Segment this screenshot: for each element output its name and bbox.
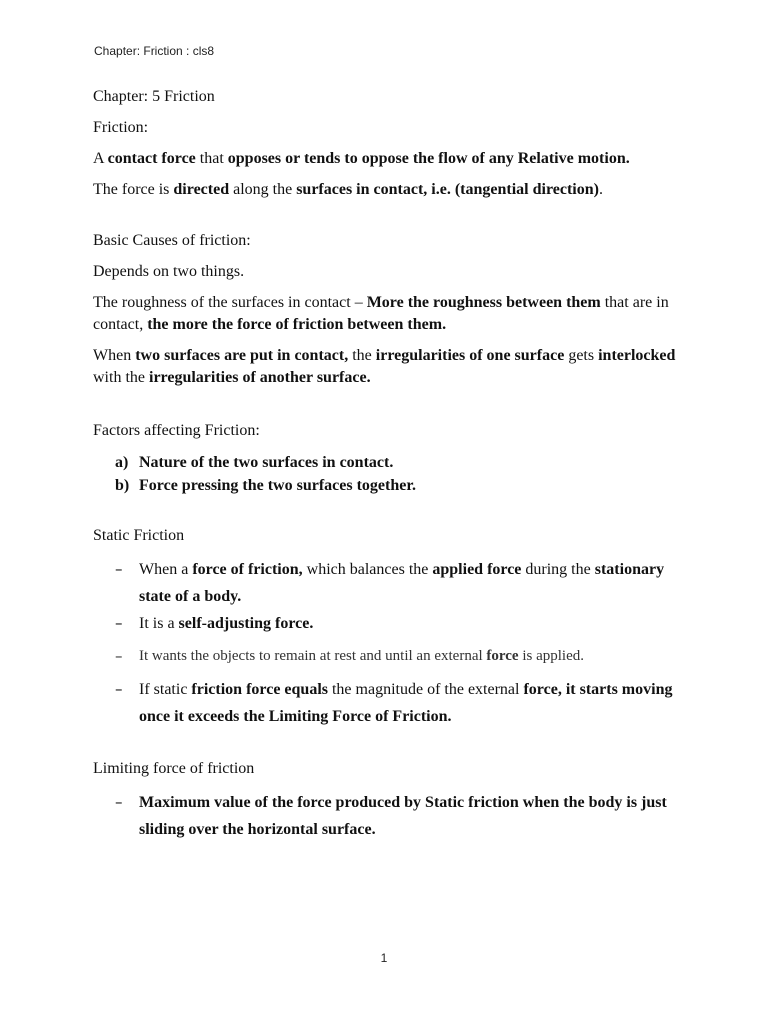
running-header: Chapter: Friction : cls8 (94, 44, 215, 58)
causes-intro: Depends on two things. (93, 263, 245, 280)
limiting-friction-list (93, 789, 683, 843)
causes-roughness: The roughness of the surfaces in contact – More the roughness between them that are in contact, the more the force of friction between them. (93, 294, 669, 333)
friction-direction: The force is directed along the surfaces in contact, i.e. (tangential direction). (93, 181, 603, 198)
static-friction-list (93, 556, 683, 730)
list-item: b) Force pressing the two surfaces together. (115, 477, 416, 494)
list-item: – It is a self-adjusting force. (115, 614, 314, 632)
causes-heading: Basic Causes of friction: (93, 232, 251, 249)
list-item: a) Nature of the two surfaces in contact. (115, 454, 394, 471)
limiting-friction-heading: Limiting force of friction (93, 760, 255, 777)
page-number: 1 (380, 951, 388, 965)
friction-heading: Friction: (93, 119, 149, 136)
friction-definition: A contact force that opposes or tends to oppose the flow of any Relative motion. (93, 150, 630, 167)
page-body (93, 86, 683, 849)
list-item: – It wants the objects to remain at rest and until an external force is applied. (115, 647, 584, 665)
causes-interlocking: When two surfaces are put in contact, the irregularities of one surface gets interlocked with the irregularities of another surface. (93, 347, 676, 386)
chapter-title: Chapter: 5 Friction (93, 88, 215, 105)
list-item: – When a force of friction, which balances the applied force during the stationary state of a body. (115, 560, 665, 605)
factors-list (93, 451, 683, 497)
list-item: – If static friction force equals the magnitude of the external force, it starts moving once it exceeds the Limiting Force of Friction. (115, 680, 673, 725)
static-friction-heading: Static Friction (93, 527, 185, 544)
factors-heading: Factors affecting Friction: (93, 422, 260, 439)
list-item: – Maximum value of the force produced by Static friction when the body is just sliding over the horizontal surface. (115, 793, 667, 838)
